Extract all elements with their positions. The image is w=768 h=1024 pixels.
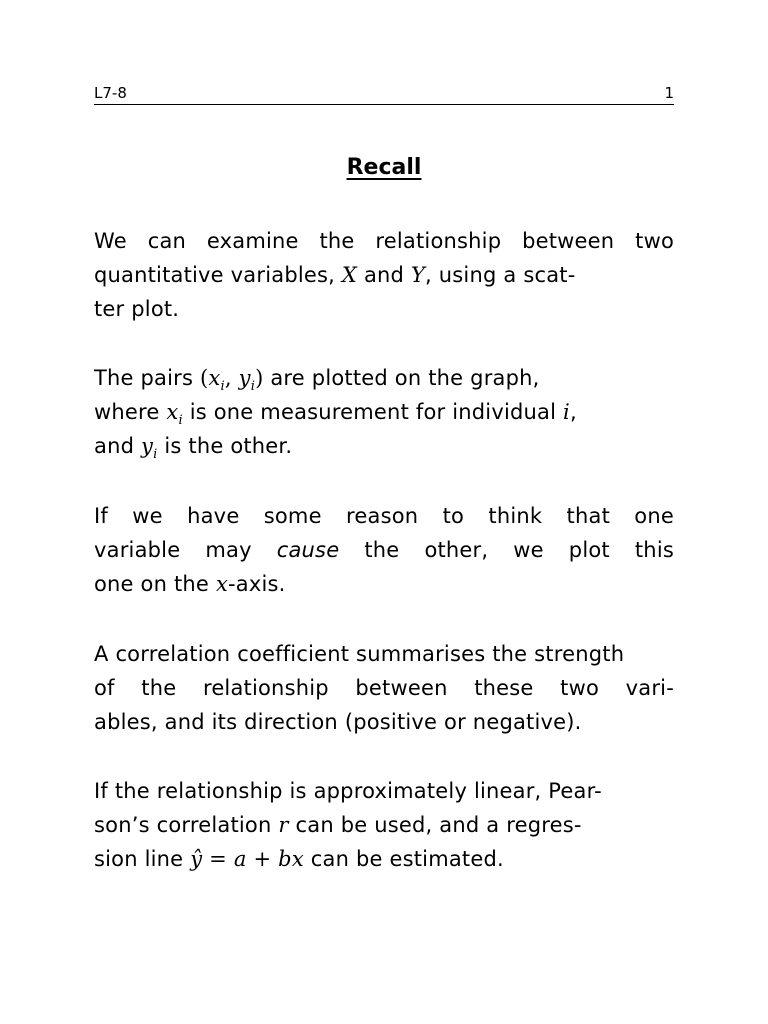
p2-line-2: where $x_i$ is one measurement for individual i, (94, 400, 577, 429)
p1-line-2: quantitative variables, X and Y, using a scat- (94, 263, 576, 287)
p4-line-3: ables, and its direction (positive or negative). (94, 710, 582, 734)
slide-title (0, 155, 768, 180)
lecture-label: L7-8 (94, 84, 127, 102)
p5-line-1: If the relationship is approximately linear, Pear- (94, 779, 602, 803)
title-text: Recall (346, 155, 422, 180)
p5-line-3: sion line ŷ = a + bx can be estimated. (94, 847, 504, 871)
p5-line-2: son’s correlation r can be used, and a regres- (94, 813, 582, 837)
p3-line-3: one on the x-axis. (94, 572, 286, 596)
p3-line-2: variable may cause the other, we plot this (94, 538, 674, 562)
p3-line-1: If we have some reason to think that one (94, 504, 674, 528)
variable-Y: Y (410, 263, 426, 287)
variable-X: X (341, 263, 358, 287)
paragraph-cause (94, 499, 674, 601)
regression-equation: ŷ = a + bx (190, 847, 304, 871)
page-header (94, 84, 674, 105)
p2-line-3: and $y_i$ is the other. (94, 434, 293, 463)
p2-line-1: The pairs ($x_i$, $y_i$) are plotted on the graph, (94, 366, 540, 395)
paragraph-regression (94, 774, 674, 876)
page-number: 1 (664, 84, 674, 102)
p1-line-1: We can examine the relationship between two (94, 229, 674, 253)
paragraph-scatter-plot (94, 224, 674, 326)
p1-line-3: ter plot. (94, 297, 180, 321)
emphasis-cause: cause (276, 538, 340, 562)
paragraph-correlation (94, 637, 720, 739)
variable-r: r (278, 813, 289, 837)
p4-line-2: of the relationship between these two vari- (94, 676, 674, 700)
paragraph-pairs (94, 361, 674, 463)
p4-line-1: A correlation coefficient summarises the strength (94, 642, 625, 666)
